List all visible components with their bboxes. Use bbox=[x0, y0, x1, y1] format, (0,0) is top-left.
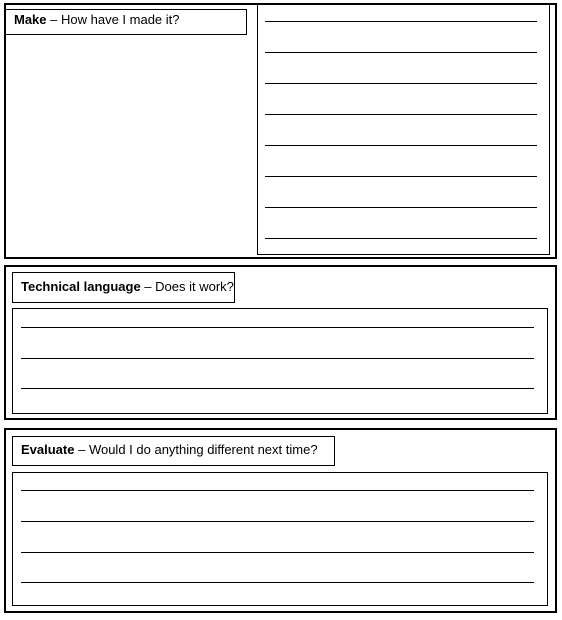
writing-line bbox=[21, 582, 534, 583]
writing-line bbox=[21, 490, 534, 491]
technical-language-heading: Technical language bbox=[21, 279, 141, 294]
make-writing-area[interactable] bbox=[257, 4, 550, 255]
make-label-box bbox=[5, 9, 247, 35]
make-heading: Make bbox=[14, 12, 47, 27]
writing-line bbox=[265, 52, 537, 53]
evaluate-label-box bbox=[12, 436, 335, 466]
writing-line bbox=[265, 145, 537, 146]
writing-line bbox=[265, 176, 537, 177]
writing-line bbox=[21, 327, 534, 328]
writing-line bbox=[265, 83, 537, 84]
evaluate-heading: Evaluate bbox=[21, 442, 75, 457]
writing-line bbox=[265, 21, 537, 22]
evaluate-prompt: – Would I do anything different next time? bbox=[74, 442, 318, 457]
technical-language-writing-area[interactable] bbox=[12, 308, 548, 414]
writing-line bbox=[21, 388, 534, 389]
writing-line bbox=[265, 207, 537, 208]
writing-line bbox=[21, 552, 534, 553]
technical-language-label-box bbox=[12, 272, 235, 303]
make-prompt: – How have I made it? bbox=[46, 12, 180, 27]
writing-line bbox=[21, 358, 534, 359]
technical-language-prompt: – Does it work? bbox=[140, 279, 234, 294]
evaluate-writing-area[interactable] bbox=[12, 472, 548, 606]
writing-line bbox=[265, 238, 537, 239]
writing-line bbox=[21, 521, 534, 522]
writing-line bbox=[265, 114, 537, 115]
